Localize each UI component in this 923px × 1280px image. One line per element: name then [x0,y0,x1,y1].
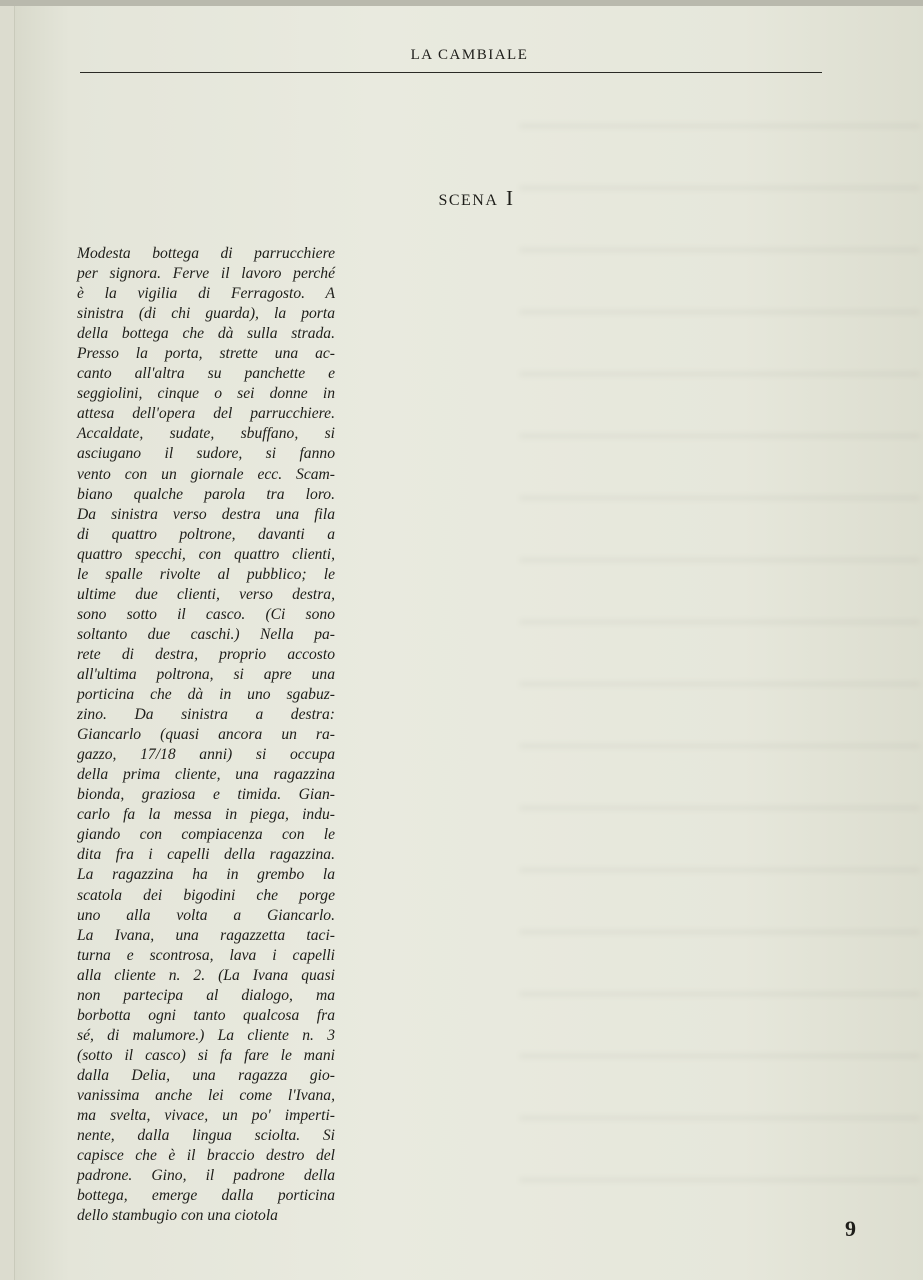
stage-direction-line: soltanto due caschi.) Nella pa- [77,625,335,643]
stage-direction-line: biano qualche parola tra loro. [77,485,335,503]
stage-direction-line: sinistra (di chi guarda), la porta [77,305,335,323]
stage-direction-line: Giancarlo (quasi ancora un ra- [77,726,335,744]
stage-direction-line: zino. Da sinistra a destra: [77,706,335,724]
stage-direction-line: La Ivana, una ragazzetta taci- [77,926,335,944]
stage-direction-line: sono sotto il casco. (Ci sono [77,605,335,623]
stage-direction-line: nente, dalla lingua sciolta. Si [77,1127,335,1145]
stage-direction-line: gazzo, 17/18 anni) si occupa [77,746,335,764]
stage-direction-line: Da sinistra verso destra una fila [77,505,335,523]
stage-direction-line: bottega, emerge dalla porticina [77,1187,335,1205]
page-top-edge [0,0,923,6]
stage-direction-line: sé, di malumore.) La cliente n. 3 [77,1026,335,1044]
scene-number: I [506,186,515,210]
stage-direction-line: giando con compiacenza con le [77,826,335,844]
stage-direction-line: turna e scontrosa, lava i capelli [77,946,335,964]
stage-direction-line: Modesta bottega di parrucchiere [77,245,335,262]
stage-direction-line: Accaldate, sudate, sbuffano, si [77,425,335,443]
stage-direction-line: seggiolini, cinque o sei donne in [77,385,335,403]
stage-direction-line: uno alla volta a Giancarlo. [77,906,335,924]
stage-direction-line: di quattro poltrone, davanti a [77,525,335,543]
stage-direction-line: è la vigilia di Ferragosto. A [77,285,335,303]
scene-heading [0,186,923,211]
stage-direction-line: attesa dell'opera del parrucchiere. [77,405,335,423]
scene-label: SCENA [438,192,498,209]
stage-direction-line: capisce che è il braccio destro del [77,1147,335,1165]
stage-direction-line: le spalle rivolte al pubblico; le [77,565,335,583]
stage-direction-line: della bottega che dà sulla strada. [77,325,335,343]
stage-direction-line: della prima cliente, una ragazzina [77,766,335,784]
stage-direction-line: borbotta ogni tanto qualcosa fra [77,1006,335,1024]
stage-direction-line: non partecipa al dialogo, ma [77,986,335,1004]
stage-direction-line: ultime due clienti, verso destra, [77,585,335,603]
stage-direction-line: rete di destra, proprio accosto [77,645,335,663]
stage-direction-line: bionda, graziosa e timida. Gian- [77,786,335,804]
stage-direction-line: all'ultima poltrona, si apre una [77,665,335,683]
stage-direction-line: asciugano il sudore, si fanno [77,445,335,463]
page-number: 9 [845,1216,856,1241]
stage-direction-paragraph [77,244,335,1226]
running-title: LA CAMBIALE [410,47,529,63]
stage-direction-line: La ragazzina ha in grembo la [77,866,335,884]
stage-direction-line: (sotto il casco) si fa fare le mani [77,1046,335,1064]
stage-direction-line: dalla Delia, una ragazza gio- [77,1066,335,1084]
stage-direction-line: carlo fa la messa in piega, indu- [77,806,335,824]
stage-direction-line: canto all'altra su panchette e [77,365,335,383]
stage-direction-line: Presso la porta, strette una ac- [77,345,335,363]
stage-direction-line: dello stambugio con una ciotola [77,1207,278,1225]
stage-direction-line: alla cliente n. 2. (La Ivana quasi [77,966,335,984]
stage-direction-line: porticina che dà in uno sgabuz- [77,686,335,704]
stage-direction-line: scatola dei bigodini che porge [77,886,335,904]
stage-direction-line: vento con un giornale ecc. Scam- [77,465,335,483]
bleed-through-text [520,95,920,1195]
stage-direction-line: per signora. Ferve il lavoro perché [77,265,335,283]
header-rule [80,72,822,73]
stage-direction-line: dita fra i capelli della ragazzina. [77,846,335,864]
stage-direction-line: padrone. Gino, il padrone della [77,1167,335,1185]
stage-direction-line: quattro specchi, con quattro clienti, [77,545,335,563]
stage-direction-line: vanissima anche lei come l'Ivana, [77,1086,335,1104]
stage-direction-line: ma svelta, vivace, un po' imperti- [77,1107,335,1125]
